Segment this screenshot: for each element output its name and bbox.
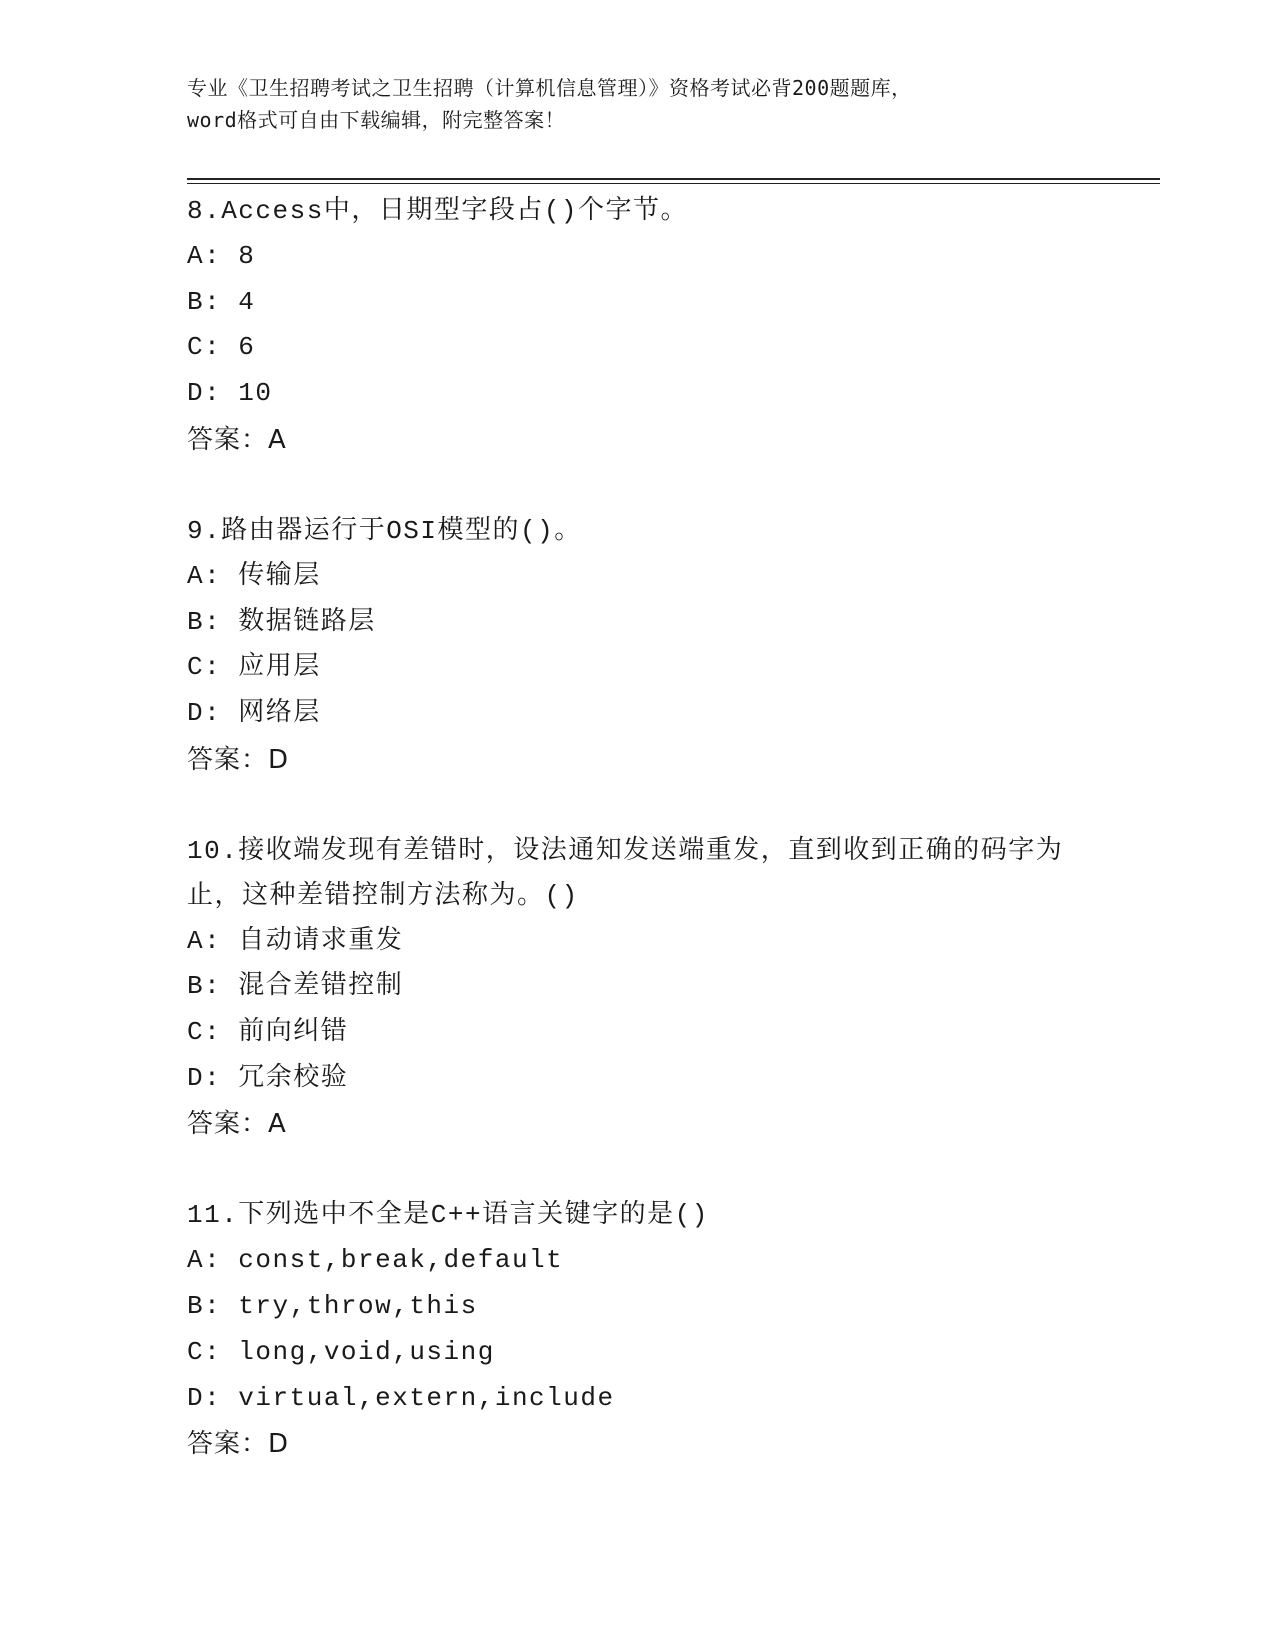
option-a: A: 传输层 [187, 560, 321, 591]
question-10 [187, 829, 1087, 1148]
question-stem: 8.Access中，日期型字段占()个字节。 [187, 196, 689, 226]
header-divider [187, 178, 1160, 180]
option-d: D: 10 [187, 378, 273, 409]
question-11 [187, 1193, 1087, 1467]
question-stem: 11.下列选中不全是C++语言关键字的是() [187, 1200, 709, 1231]
option-a: A: const,break,default [187, 1245, 564, 1276]
option-a: A: 8 [187, 241, 256, 271]
answer-line: 答案：D [187, 744, 290, 775]
option-d: D: 网络层 [187, 697, 321, 728]
option-c: C: 前向纠错 [187, 1017, 349, 1048]
option-b: B: 混合差错控制 [187, 971, 404, 1002]
option-c: C: 6 [187, 332, 256, 363]
option-d: D: virtual,extern,include [187, 1382, 615, 1413]
answer-line: 答案：A [187, 1109, 287, 1140]
question-stem: 10.接收端发现有差错时，设法通知发送端重发，直到收到正确的码字为止，这种差错控制方法称为。() [187, 835, 1064, 911]
header-line-1: 专业《卫生招聘考试之卫生招聘（计算机信息管理）》资格考试必背200题题库， [187, 76, 912, 100]
question-8 [187, 189, 1087, 463]
option-b: B: 数据链路层 [187, 606, 376, 637]
question-9 [187, 509, 1087, 783]
option-d: D: 冗余校验 [187, 1062, 349, 1093]
header-divider-thin [187, 183, 1160, 184]
option-c: C: long,void,using [187, 1336, 495, 1367]
option-b: B: 4 [187, 286, 256, 317]
answer-line: 答案：D [187, 1429, 290, 1460]
question-stem: 9.路由器运行于OSI模型的()。 [187, 515, 582, 546]
document-header [187, 72, 1087, 136]
option-a: A: 自动请求重发 [187, 925, 404, 956]
option-c: C: 应用层 [187, 652, 321, 683]
option-b: B: try,throw,this [187, 1291, 478, 1322]
header-line-2: word格式可自由下载编辑，附完整答案！ [187, 108, 566, 132]
question-list [187, 189, 1087, 1513]
answer-line: 答案：A [187, 424, 287, 455]
